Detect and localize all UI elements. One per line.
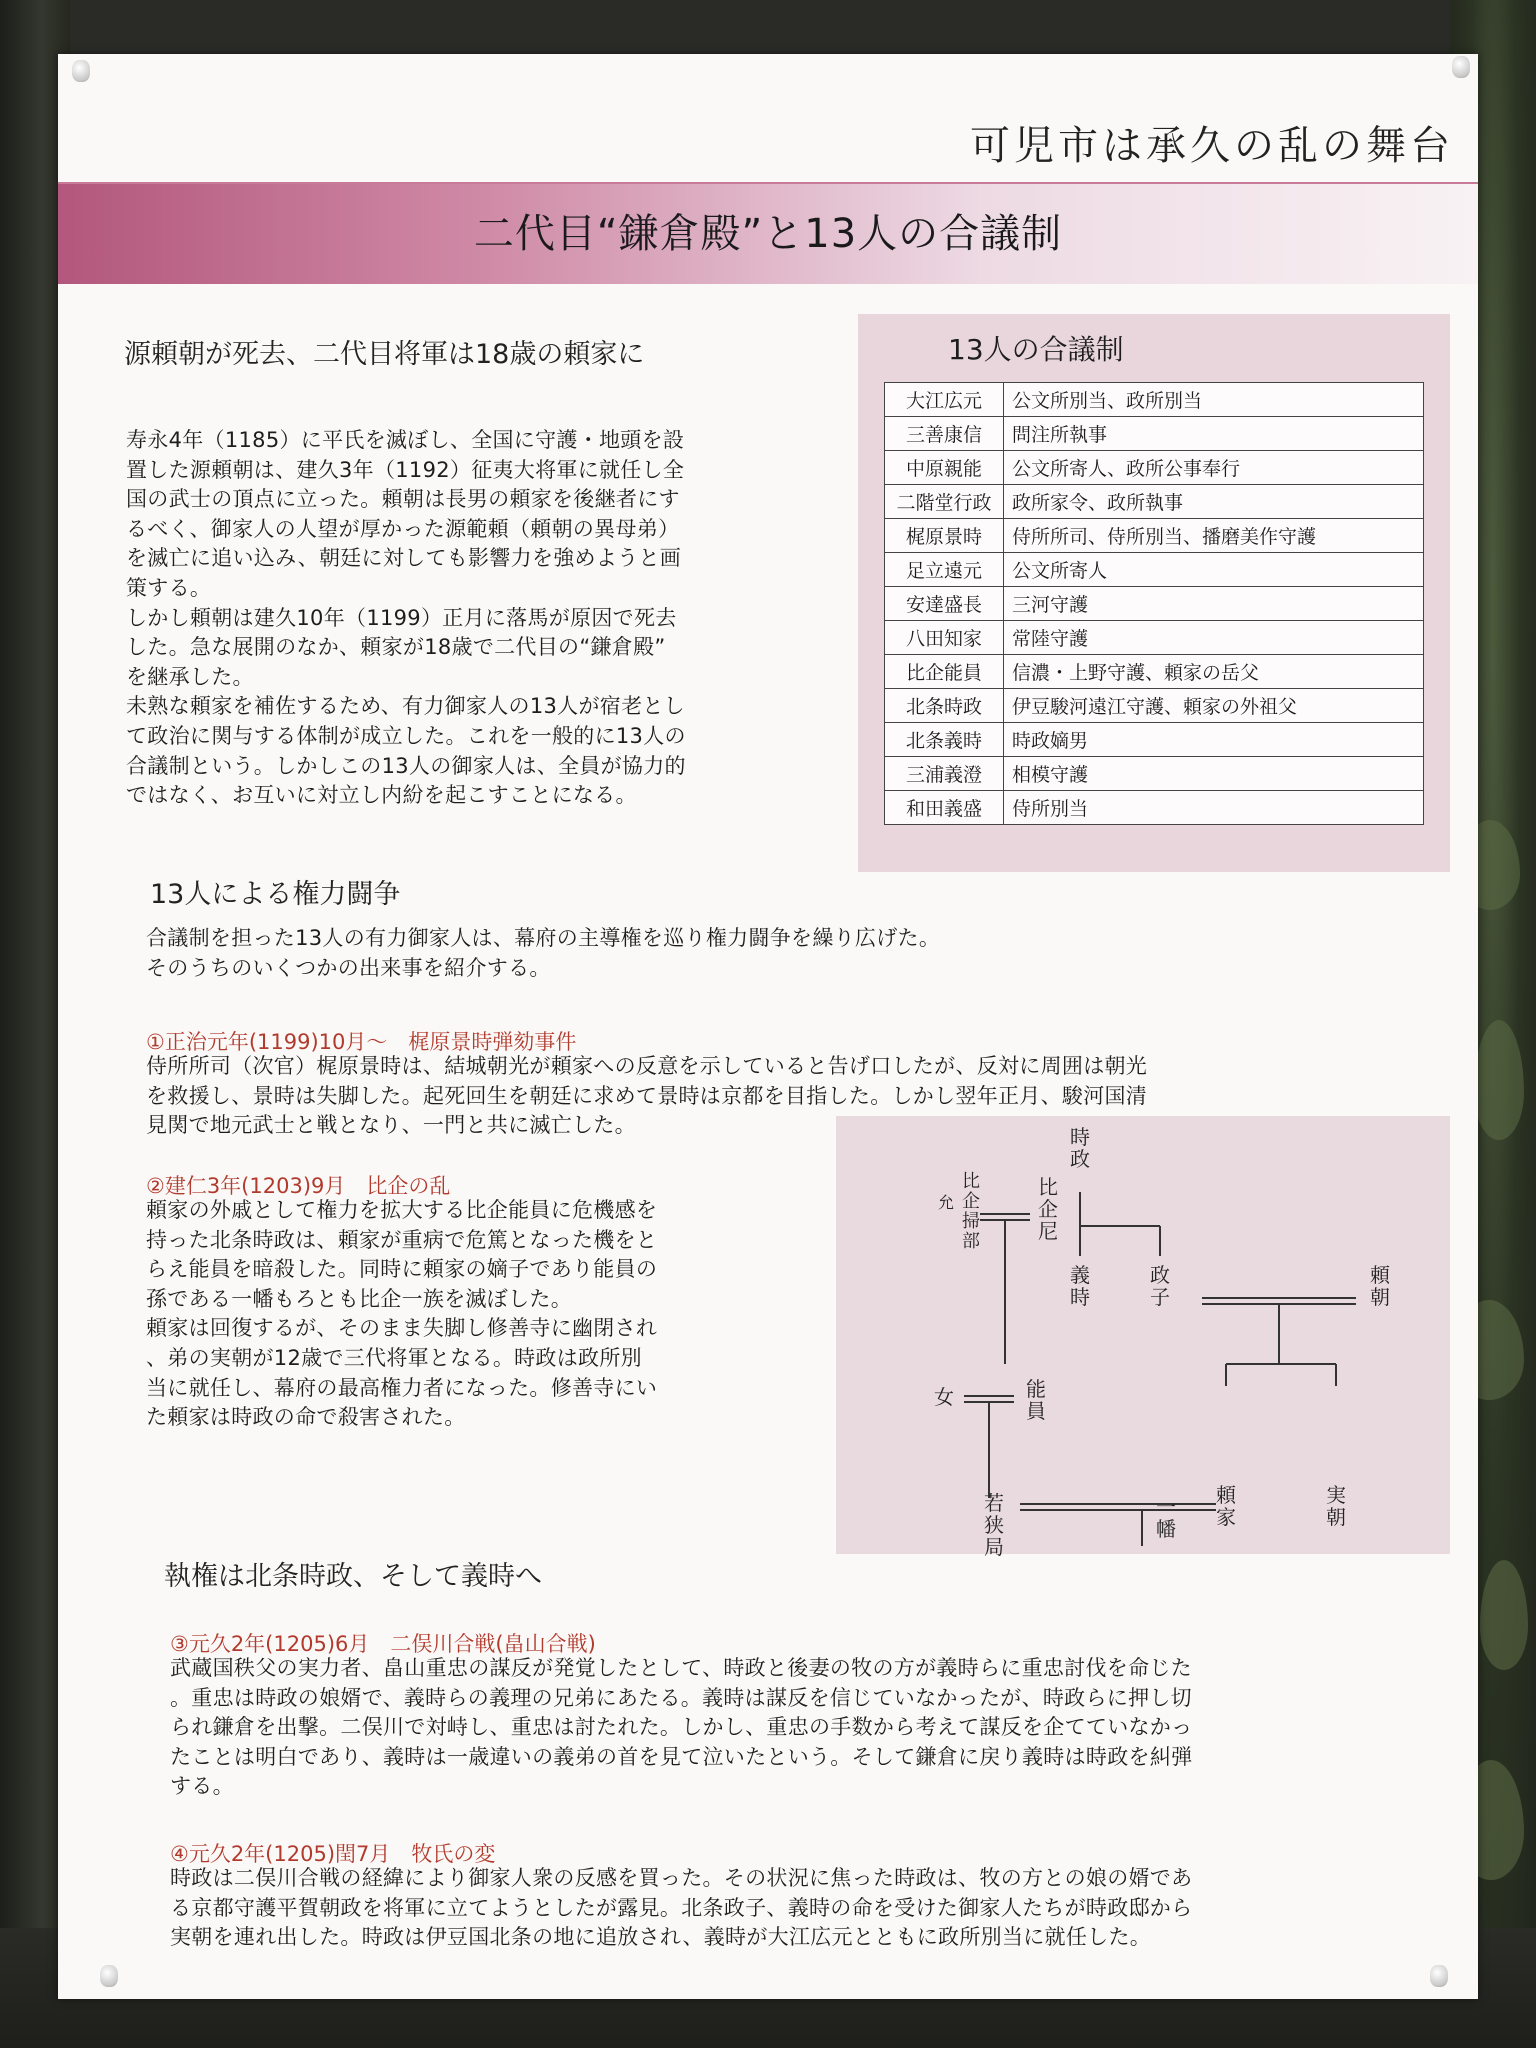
text-line: そのうちのいくつかの出来事を紹介する。: [146, 955, 551, 980]
member-role: 公文所寄人、政所公事奉行: [1004, 451, 1424, 485]
genealogy-person-onna: 女: [934, 1385, 954, 1409]
text-line: て政治に関与する体制が成立した。これを一般的に13人の: [126, 723, 686, 748]
genealogy-person-wakasa: 若狭局: [984, 1491, 1004, 1559]
text-line: を救援し、景時は失脚した。起死回生を朝廷に求めて景時は京都を目指した。しかし翌年正月、駿河国清: [146, 1083, 1148, 1108]
pushpin-icon: [72, 60, 90, 82]
table-row: [885, 417, 1424, 451]
genealogy-person-yoritomo: 頼朝: [1370, 1263, 1390, 1309]
table-row: [885, 689, 1424, 723]
genealogy-person-hiki_kamon: 比企掃部: [962, 1171, 980, 1252]
text-line: 武蔵国秩父の実力者、畠山重忠の謀反が発覚したとして、時政と後妻の牧の方が義時らに重忠討伐を命じた: [170, 1656, 1192, 1680]
pushpin-icon: [1430, 1965, 1448, 1987]
text-line: 実朝を連れ出した。時政は伊豆国北条の地に追放され、義時が大江広元とともに政所別当に就任した。: [170, 1925, 1152, 1950]
text-line: 見関で地元武士と戦となり、一門と共に滅亡した。: [146, 1113, 636, 1138]
event-title: ①正治元年(1199)10月～ 梶原景時弾劾事件: [146, 1030, 577, 1054]
text-line: した。急な展開のなか、頼家が18歳で二代目の“鎌倉殿”: [126, 635, 666, 660]
genealogy-person-tokimasa: 時政: [1070, 1125, 1090, 1171]
text-line: 寿永4年（1185）に平氏を滅ぼし、全国に守護・地頭を設: [126, 428, 685, 452]
text-line: 、弟の実朝が12歳で三代将軍となる。時政は政所別: [146, 1345, 642, 1370]
table-row: [885, 723, 1424, 757]
text-line: られ鎌倉を出撃。二俣川で対峙し、重忠は討たれた。しかし、重忠の手数から考えて謀反を企てていなかっ: [170, 1715, 1193, 1740]
text-line: 孫である一幡もろとも比企一族を滅ぼした。: [146, 1286, 572, 1311]
section-heading: 執権は北条時政、そして義時へ: [164, 1561, 542, 1592]
event-body: [170, 1864, 1460, 1953]
council-table-box: [858, 314, 1450, 872]
member-name: 和田義盛: [885, 791, 1004, 825]
text-line: らえ能員を暗殺した。同時に頼家の嫡子であり能員の: [146, 1257, 658, 1282]
council-title: 13人の合議制: [948, 333, 1124, 366]
table-row: [885, 791, 1424, 825]
section-heading: 13人による権力闘争: [150, 879, 401, 910]
council-table: [884, 382, 1424, 825]
genealogy-chart: [836, 1116, 1450, 1559]
genealogy-person-yoshitoki: 義時: [1070, 1263, 1090, 1309]
genealogy-person-sanetomo: 実朝: [1326, 1483, 1346, 1529]
member-role: 常陸守護: [1004, 621, 1424, 655]
member-name: 足立遠元: [885, 553, 1004, 587]
member-role: 公文所寄人: [1004, 553, 1424, 587]
member-name: 八田知家: [885, 621, 1004, 655]
member-role: 相模守護: [1004, 757, 1424, 791]
text-line: 策する。: [126, 575, 212, 600]
exhibit-panel: [58, 54, 1478, 1999]
text-line: る京都守護平賀朝政を将軍に立てようとしたが露見。北条政子、義時の命を受けた御家人たちが時政邸から: [170, 1895, 1193, 1920]
main-heading: 可児市は承久の乱の舞台: [970, 123, 1454, 169]
section-heading: 源頼朝が死去、二代目将軍は18歳の頼家に: [124, 339, 645, 370]
text-line: 持った北条時政は、頼家が重病で危篤となった機をと: [146, 1227, 658, 1252]
member-role: 信濃・上野守護、頼家の岳父: [1004, 655, 1424, 689]
member-role: 侍所所司、侍所別当、播磨美作守護: [1004, 519, 1424, 553]
text-line: たことは明白であり、義時は一歳違いの義弟の首を見て泣いたという。そして鎌倉に戻り義時は時政を糾弾: [170, 1744, 1193, 1769]
table-row: [885, 383, 1424, 417]
genealogy-person-ichiman: 一幡: [1156, 1495, 1176, 1541]
text-line: た頼家は時政の命で殺害された。: [146, 1405, 466, 1430]
event-title: ④元久2年(1205)閏7月 牧氏の変: [170, 1842, 496, 1866]
member-name: 梶原景時: [885, 519, 1004, 553]
text-line: 合議制を担った13人の有力御家人は、幕府の主導権を巡り権力闘争を繰り広げた。: [146, 926, 941, 950]
text-line: 置した源頼朝は、建久3年（1192）征夷大将軍に就任し全: [126, 457, 685, 482]
table-row: [885, 587, 1424, 621]
table-row: [885, 485, 1424, 519]
genealogy-person-hiki_ama: 比企尼: [1038, 1175, 1058, 1243]
member-name: 安達盛長: [885, 587, 1004, 621]
table-row: [885, 757, 1424, 791]
table-row: [885, 621, 1424, 655]
member-name: 北条義時: [885, 723, 1004, 757]
panel-title: 二代目“鎌倉殿”と13人の合議制: [473, 211, 1063, 257]
title-band: [58, 182, 1478, 284]
text-line: を継承した。: [126, 664, 254, 689]
member-role: 侍所別当: [1004, 791, 1424, 825]
genealogy-lines: [836, 1116, 1450, 1554]
section-body: [146, 924, 1406, 983]
text-line: 未熟な頼家を補佐するため、有力御家人の13人が宿老とし: [126, 694, 685, 719]
member-role: 伊豆駿河遠江守護、頼家の外祖父: [1004, 689, 1424, 723]
member-role: 政所家令、政所執事: [1004, 485, 1424, 519]
table-row: [885, 519, 1424, 553]
member-name: 北条時政: [885, 689, 1004, 723]
member-name: 比企能員: [885, 655, 1004, 689]
member-name: 三浦義澄: [885, 757, 1004, 791]
member-role: 問注所執事: [1004, 417, 1424, 451]
text-line: るべく、御家人の人望が厚かった源範頼（頼朝の異母弟）: [126, 516, 680, 541]
table-row: [885, 451, 1424, 485]
text-line: 頼家の外戚として権力を拡大する比企能員に危機感を: [146, 1198, 658, 1222]
member-name: 中原親能: [885, 451, 1004, 485]
member-name: 大江広元: [885, 383, 1004, 417]
section-body: [126, 426, 806, 811]
pushpin-icon: [1452, 56, 1470, 78]
text-line: 国の武士の頂点に立った。頼朝は長男の頼家を後継者にす: [126, 487, 680, 512]
genealogy-person-yoshikazu: 能員: [1026, 1377, 1046, 1423]
member-role: 時政嫡男: [1004, 723, 1424, 757]
event-body: [170, 1654, 1460, 1802]
text-line: ではなく、お互いに対立し内紛を起こすことになる。: [126, 783, 637, 808]
member-role: 公文所別当、政所別当: [1004, 383, 1424, 417]
genealogy-person-yoriie: 頼家: [1216, 1483, 1236, 1529]
pushpin-icon: [100, 1965, 118, 1987]
member-role: 三河守護: [1004, 587, 1424, 621]
genealogy-person-masako: 政子: [1150, 1263, 1170, 1309]
member-name: 二階堂行政: [885, 485, 1004, 519]
text-line: 合議制という。しかしこの13人の御家人は、全員が協力的: [126, 753, 686, 778]
event-title: ③元久2年(1205)6月 二俣川合戦(畠山合戦): [170, 1632, 596, 1656]
text-line: する。: [170, 1774, 234, 1799]
text-line: 。重忠は時政の娘婿で、義時らの義理の兄弟にあたる。義時は謀反を信じていなかったが、時政らに押し切: [170, 1685, 1192, 1710]
text-line: 当に就任し、幕府の最高権力者になった。修善寺にい: [146, 1375, 658, 1400]
text-line: を滅亡に追い込み、朝廷に対しても影響力を強めようと画: [126, 546, 682, 571]
text-line: 時政は二俣川合戦の経緯により御家人衆の反感を買った。その状況に焦った時政は、牧の方との娘の婿であ: [170, 1866, 1193, 1890]
member-name: 三善康信: [885, 417, 1004, 451]
event-title: ②建仁3年(1203)9月 比企の乱: [146, 1174, 451, 1198]
text-line: 頼家は回復するが、そのまま失脚し修善寺に幽閉され: [146, 1316, 658, 1341]
genealogy-person-hiki_kamon_suffix: 允: [937, 1193, 954, 1212]
event-body: [146, 1196, 786, 1433]
table-row: [885, 655, 1424, 689]
text-line: しかし頼朝は建久10年（1199）正月に落馬が原因で死去: [126, 605, 677, 630]
table-row: [885, 553, 1424, 587]
text-line: 侍所所司（次官）梶原景時は、結城朝光が頼家への反意を示していると告げ口したが、反対に周囲は朝光: [146, 1054, 1148, 1078]
